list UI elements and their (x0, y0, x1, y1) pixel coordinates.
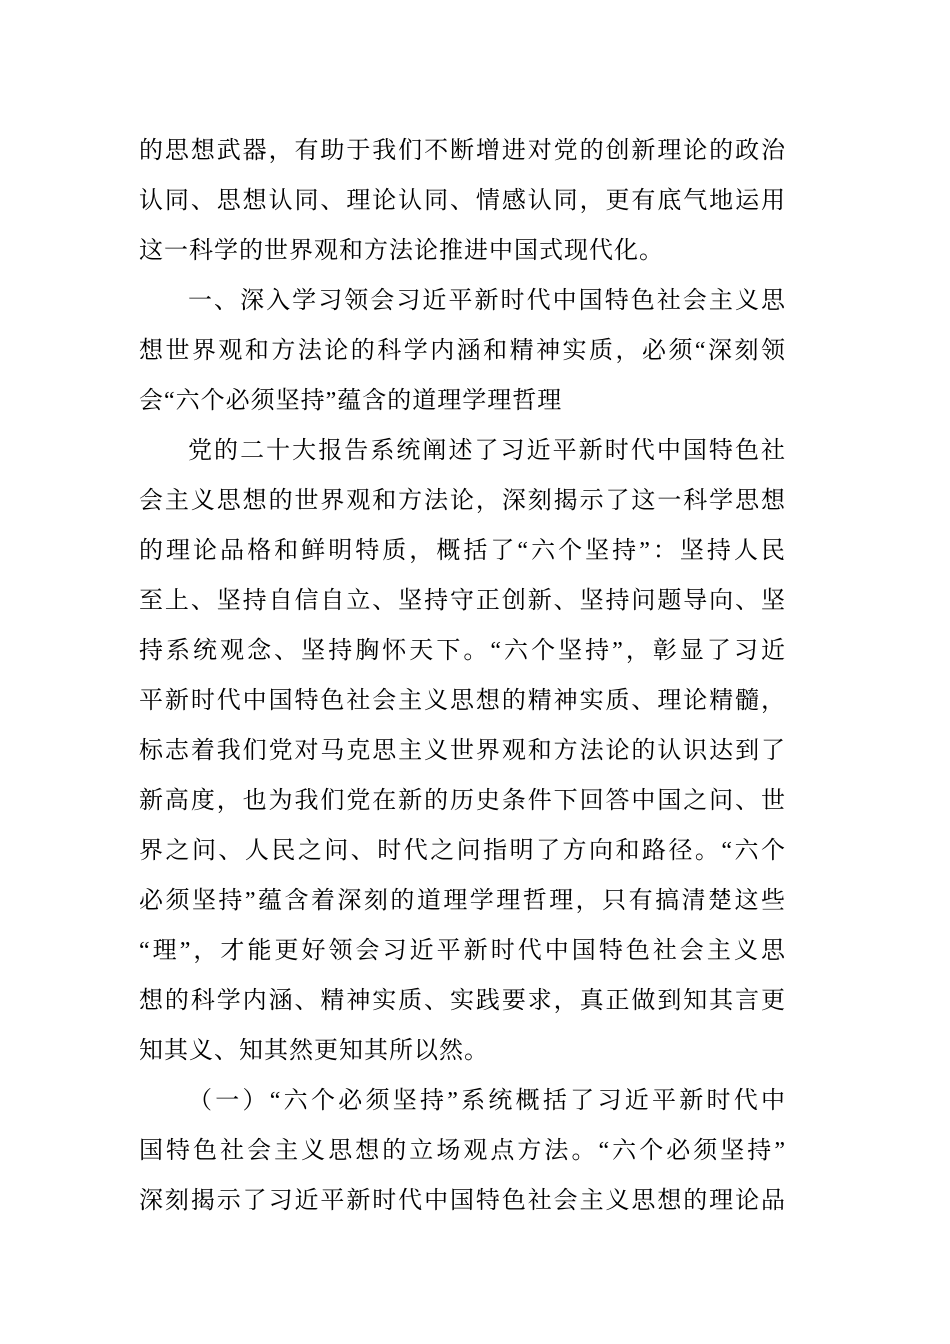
text-line-2: 认同、思想认同、理论认同、情感认同，更有底气地运用 (139, 188, 786, 214)
text-line-22: 深刻揭示了习近平新时代中国特色社会主义思想的理论品 (139, 1188, 786, 1214)
document-text-block (139, 126, 786, 1226)
text-line-7: 党的二十大报告系统阐述了习近平新时代中国特色社 (188, 438, 786, 464)
subheading-line-1: （一）“六个必须坚持”系统概括了习近平新时代中 (188, 1088, 786, 1114)
text-line-9: 的理论品格和鲜明特质，概括了“六个坚持”：坚持人民 (139, 538, 786, 564)
text-line-13: 标志着我们党对马克思主义世界观和方法论的认识达到了 (139, 738, 786, 764)
text-line-10: 至上、坚持自信自立、坚持守正创新、坚持问题导向、坚 (139, 588, 786, 614)
text-line-12: 平新时代中国特色社会主义思想的精神实质、理论精髓， (139, 688, 786, 714)
heading-line-1: 一、深入学习领会习近平新时代中国特色社会主义思 (188, 288, 786, 314)
text-line-11: 持系统观念、坚持胸怀天下。“六个坚持”，彰显了习近 (139, 638, 786, 664)
text-line-8: 会主义思想的世界观和方法论，深刻揭示了这一科学思想 (139, 488, 786, 514)
text-line-19: 知其义、知其然更知其所以然。 (139, 1038, 489, 1064)
heading-line-2: 想世界观和方法论的科学内涵和精神实质，必须“深刻领 (139, 338, 786, 364)
text-line-17: “理”，才能更好领会习近平新时代中国特色社会主义思 (139, 938, 786, 964)
text-line-16: 必须坚持”蕴含着深刻的道理学理哲理，只有搞清楚这些 (139, 888, 786, 914)
text-line-15: 界之问、人民之问、时代之问指明了方向和路径。“六个 (139, 838, 786, 864)
text-line-1: 的思想武器，有助于我们不断增进对党的创新理论的政治 (139, 138, 786, 164)
text-line-21: 国特色社会主义思想的立场观点方法。“六个必须坚持” (139, 1138, 786, 1164)
heading-line-3: 会“六个必须坚持”蕴含的道理学理哲理 (139, 388, 563, 414)
text-line-14: 新高度，也为我们党在新的历史条件下回答中国之问、世 (139, 788, 786, 814)
text-line-18: 想的科学内涵、精神实质、实践要求，真正做到知其言更 (139, 988, 786, 1014)
text-line-3: 这一科学的世界观和方法论推进中国式现代化。 (139, 238, 664, 264)
